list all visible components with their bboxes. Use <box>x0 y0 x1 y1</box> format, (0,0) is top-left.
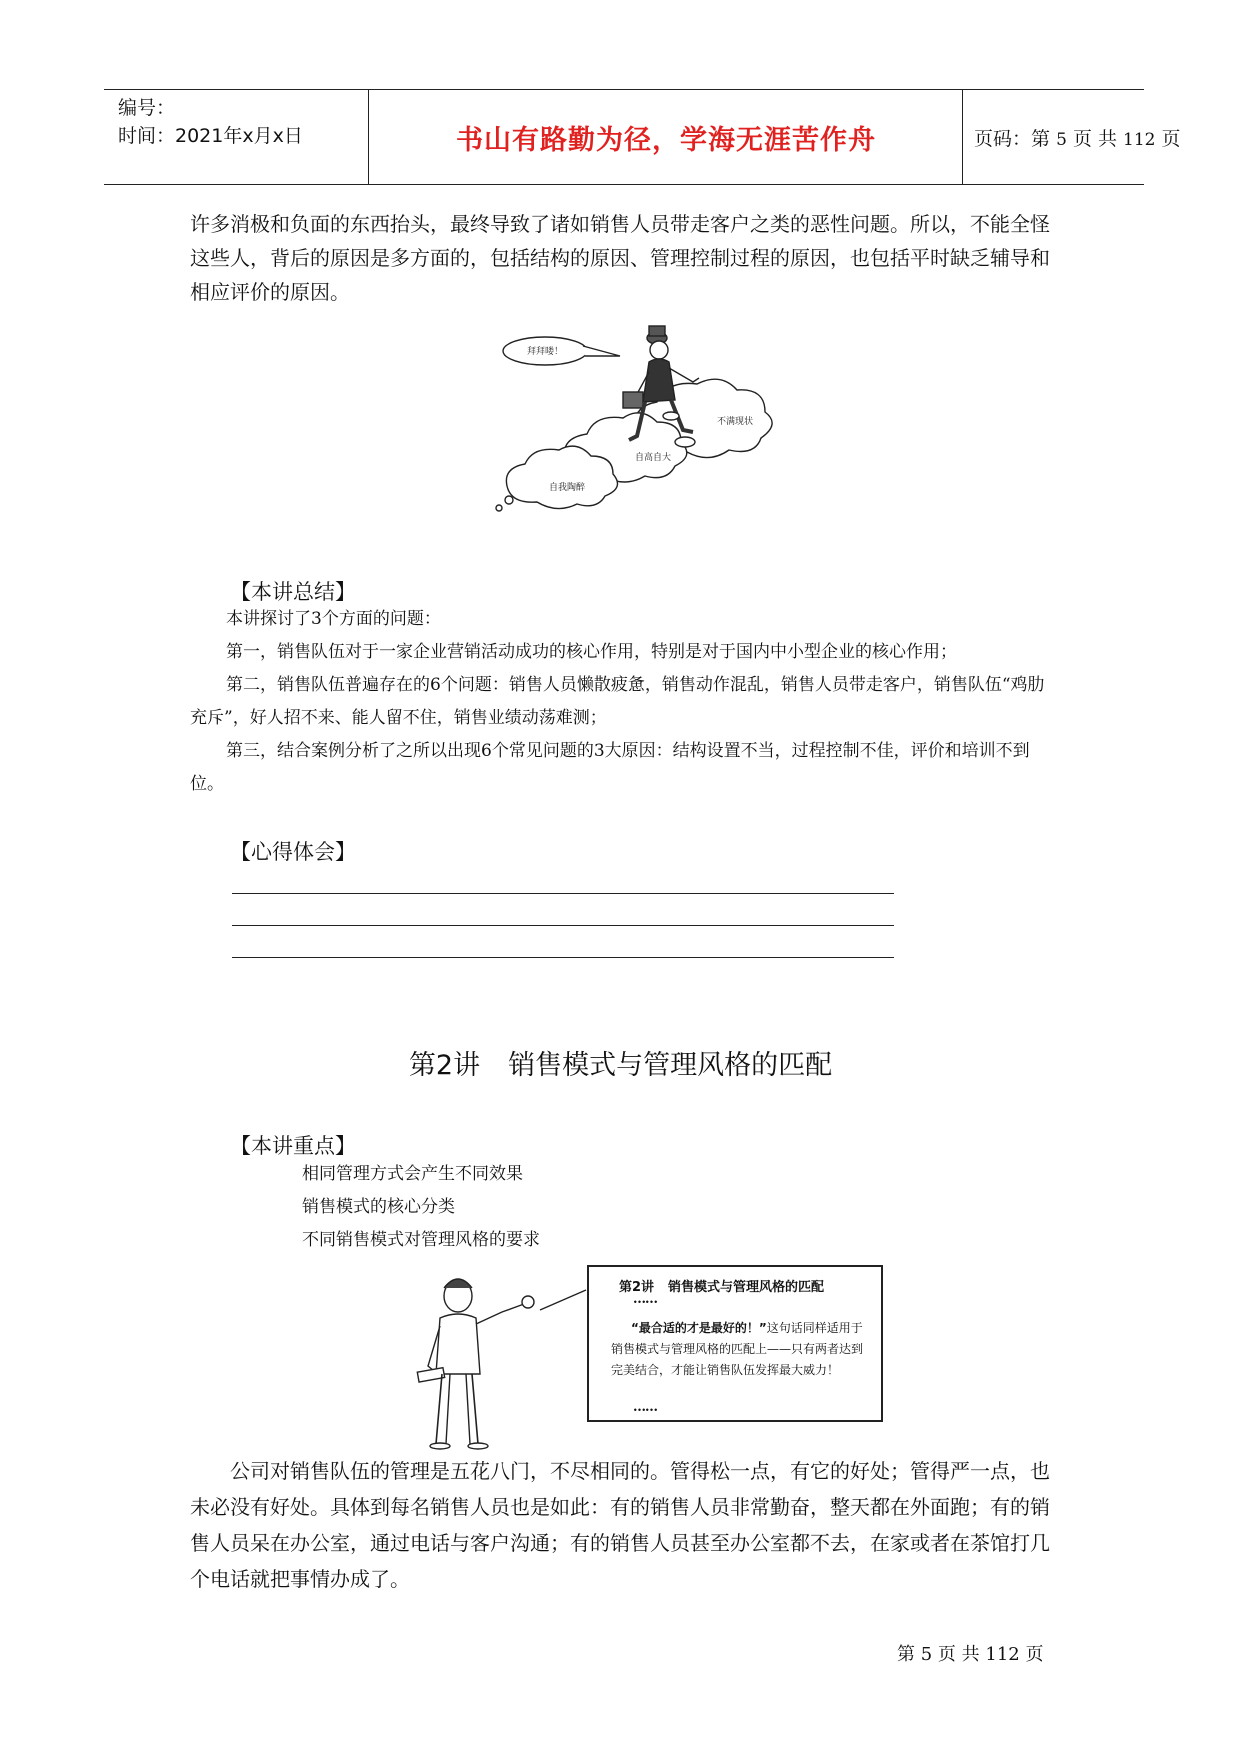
board-quote: “最合适的才是最好的！” <box>631 1321 767 1335</box>
cloud-label-top: 不满现状 <box>717 417 754 427</box>
lecture-number: 第2讲 <box>408 1050 481 1081</box>
board-ellipsis: …… <box>633 1400 657 1415</box>
footer-page-total: 112 <box>985 1644 1020 1665</box>
document-time-label: 时间：2021年x月x日 <box>118 125 303 147</box>
summary-body <box>190 603 1060 801</box>
summary-heading: 【本讲总结】 <box>230 580 356 604</box>
cloud-label-low: 自我陶醉 <box>549 483 586 493</box>
cloud-label-mid: 自高自大 <box>635 453 672 463</box>
header-divider <box>962 90 963 184</box>
header-meta <box>118 94 368 150</box>
walking-man-illustration <box>485 318 805 518</box>
list-item: 相同管理方式会产生不同效果 <box>302 1164 523 1184</box>
writing-line <box>232 957 894 958</box>
board-ellipsis: …… <box>633 1292 657 1307</box>
header-page-number: 5 <box>1056 130 1067 150</box>
lecture2-paragraph: 公司对销售队伍的管理是五花八门，不尽相同的。管得松一点，有它的好处；管得严一点，也未必没有好处。具体到每名销售人员也是如此：有的销售人员非常勤奋，整天都在外面跑；有的销售人员呆在办公室，通过电话与客户沟通；有的销售人员甚至办公室都不去，在家或者在茶馆打几个电话就把事情办成了。 <box>190 1459 1050 1591</box>
key-points-list <box>302 1158 540 1257</box>
summary-line: 本讲探讨了3个方面的问题： <box>226 609 441 629</box>
key-points-heading: 【本讲重点】 <box>230 1134 356 1158</box>
writing-line <box>232 893 894 894</box>
lecture-title <box>0 1043 1241 1082</box>
summary-line: 第二，销售队伍普遍存在的6个问题：销售人员懒散疲惫，销售动作混乱，销售人员带走客户，销售队伍“鸡肋充斥”，好人招不来、能人留不住，销售业绩动荡难测； <box>190 675 1045 728</box>
speech-text: 拜拜喽！ <box>527 347 564 357</box>
board-title: 第2讲 销售模式与管理风格的匹配 <box>619 1280 825 1295</box>
board-body <box>611 1318 873 1381</box>
document-number-label: 编号： <box>118 97 176 119</box>
reflection-heading: 【心得体会】 <box>230 840 356 864</box>
footer-page-number: 5 <box>920 1644 933 1665</box>
page-footer: 第 5 页 共 112 页 <box>897 1644 1044 1665</box>
lecture-name: 销售模式与管理风格的匹配 <box>508 1050 833 1081</box>
header-page-total: 112 <box>1123 130 1156 150</box>
writing-line <box>232 925 894 926</box>
header-page-counter: 页码：第 5 页 共 112 页 <box>974 128 1181 150</box>
board-text: 这句话同样适用于销售模式与管理风格的匹配上——只有两者达到完美结合，才能让销售队伍发挥最大威力！ <box>611 1321 864 1377</box>
summary-line: 第三，结合案例分析了之所以出现6个常见问题的3大原因：结构设置不当，过程控制不佳，评价和培训不到位。 <box>190 741 1030 794</box>
page-header <box>104 89 1181 185</box>
presentation-board <box>587 1265 883 1422</box>
header-divider <box>368 90 369 184</box>
header-motto: 书山有路勤为径，学海无涯苦作舟 <box>456 125 876 156</box>
presenter-illustration <box>410 1270 590 1450</box>
intro-paragraph: 许多消极和负面的东西抬头，最终导致了诸如销售人员带走客户之类的恶性问题。所以，不能全怪这些人，背后的原因是多方面的，包括结构的原因、管理控制过程的原因，也包括平时缺乏辅导和相应评价的原因。 <box>190 212 1050 304</box>
summary-line: 第一，销售队伍对于一家企业营销活动成功的核心作用，特别是对于国内中小型企业的核心作用； <box>226 642 957 662</box>
list-item: 不同销售模式对管理风格的要求 <box>302 1230 540 1250</box>
list-item: 销售模式的核心分类 <box>302 1197 455 1217</box>
